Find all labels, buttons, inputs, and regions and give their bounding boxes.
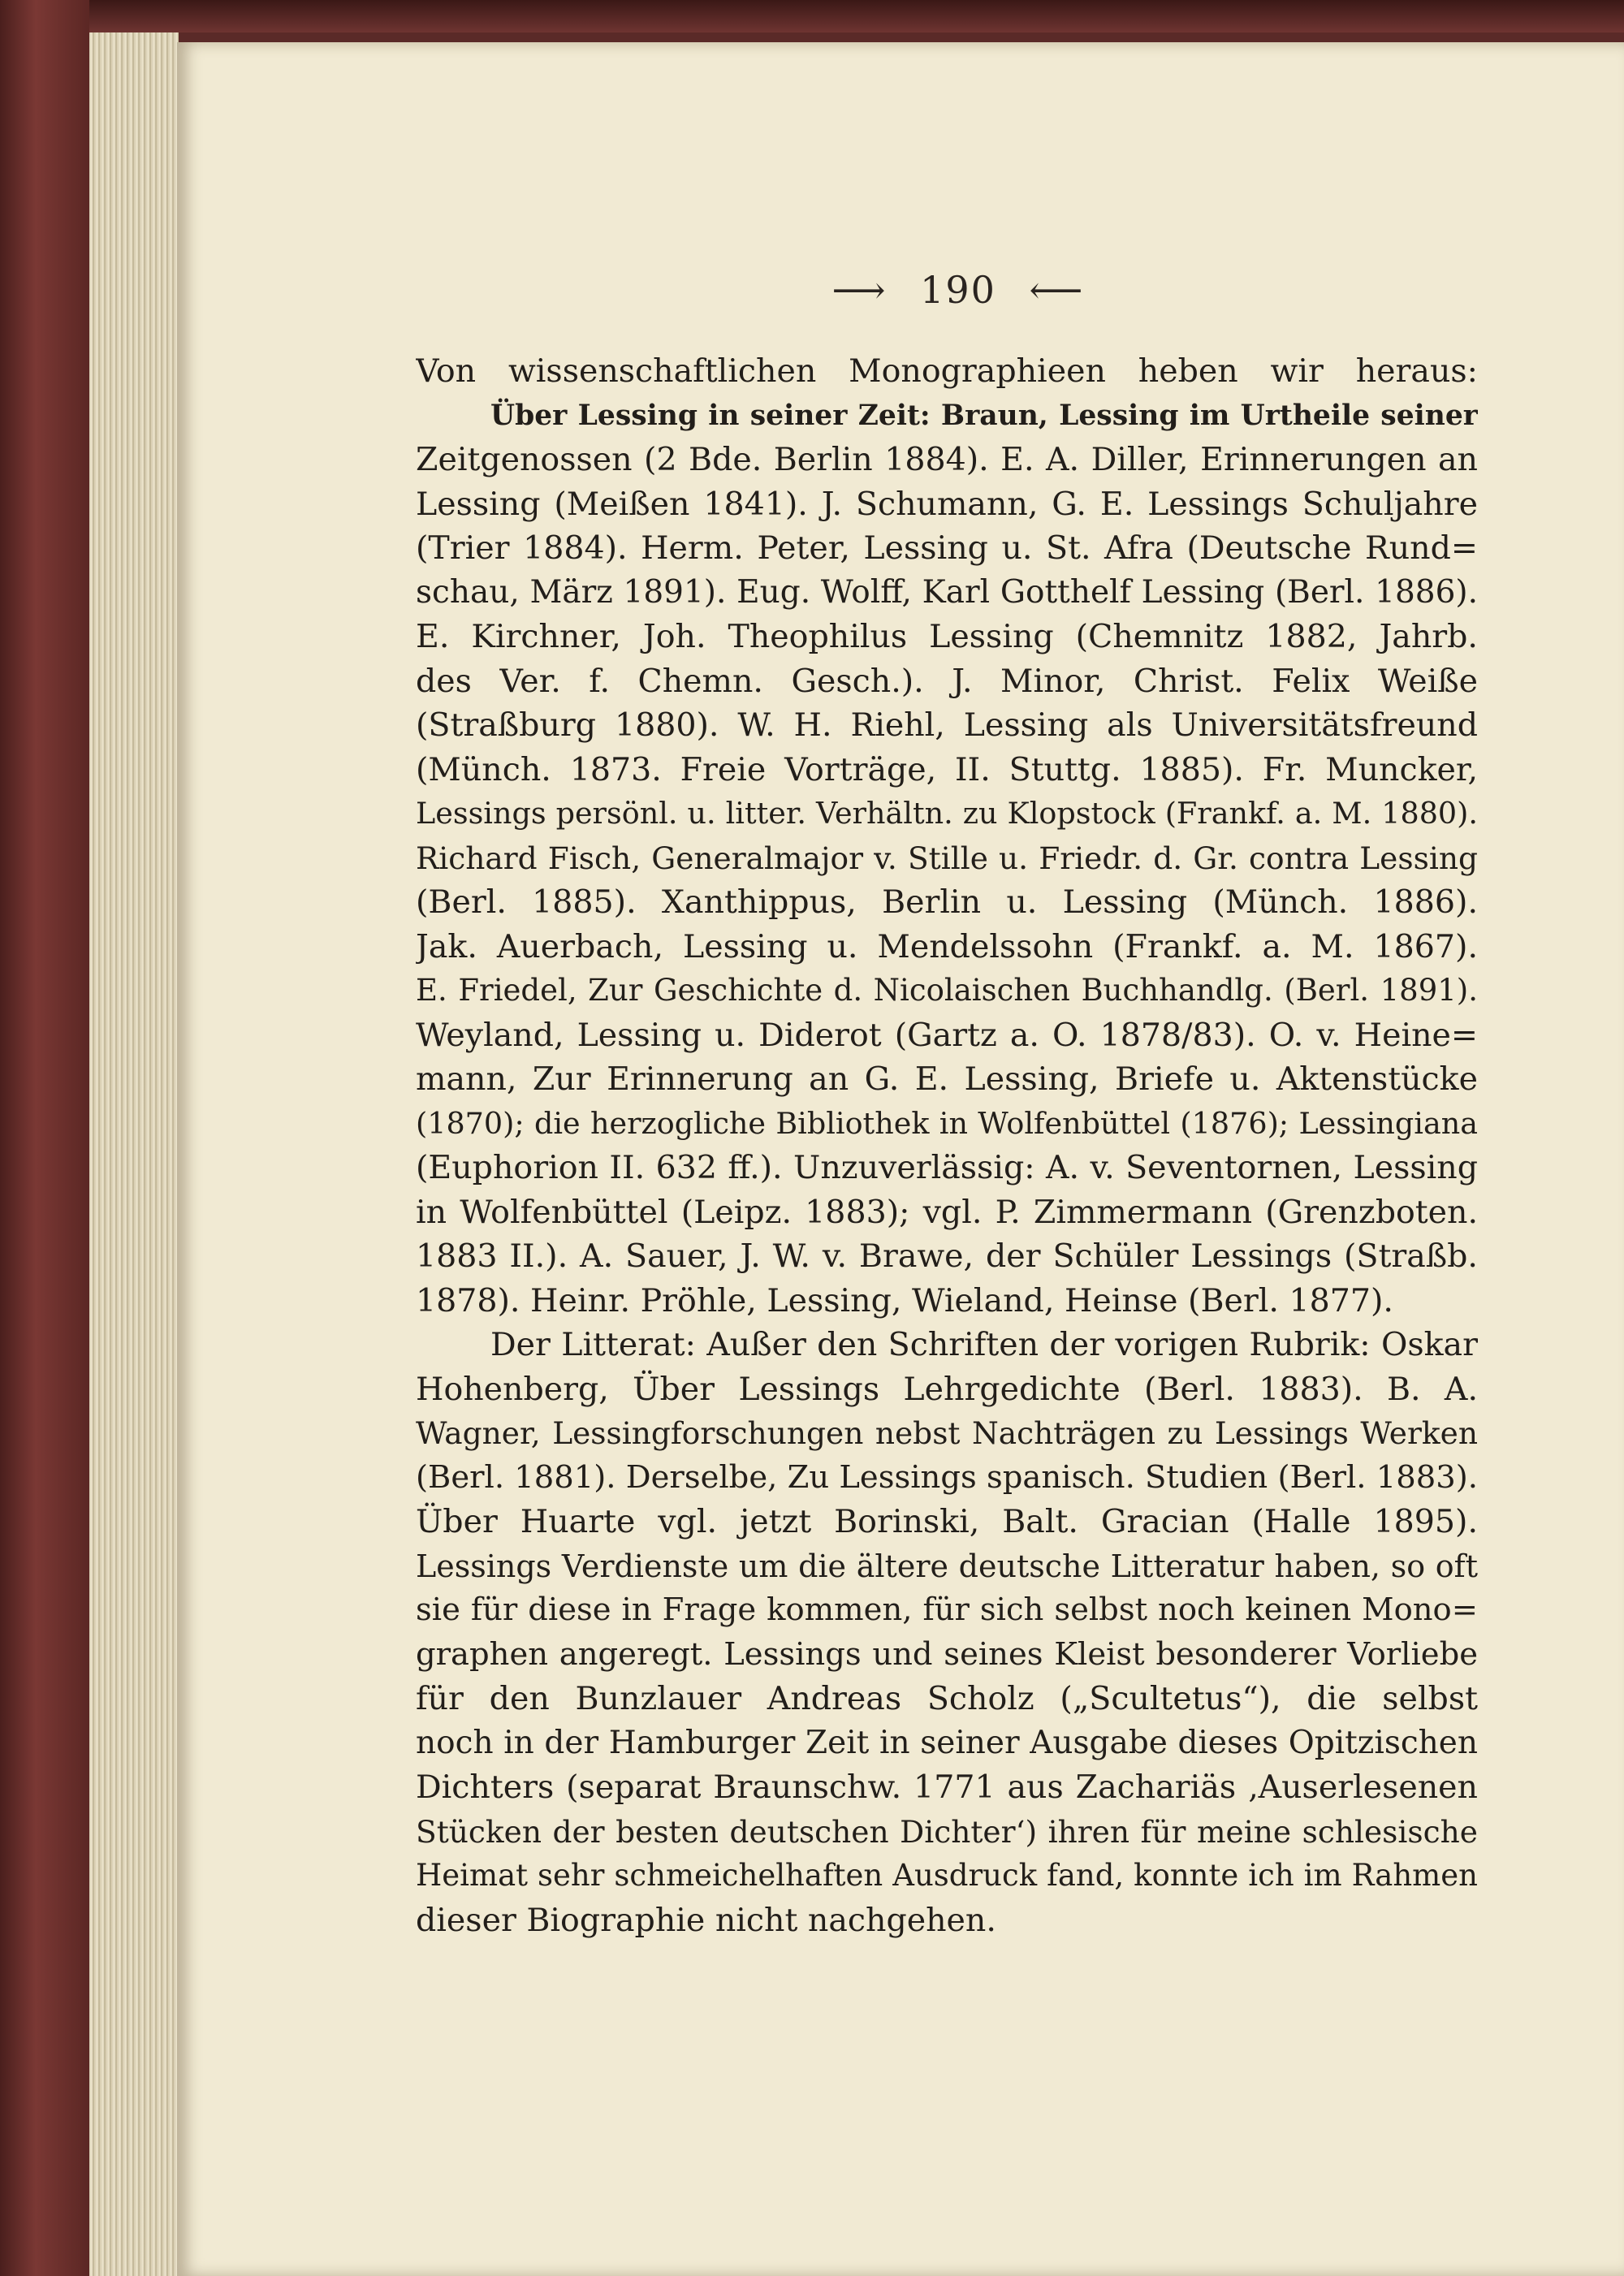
body-text [416,349,1478,1942]
text-line: schau, März 1891). Eug. Wolff, Karl Gotthelf Lessing (Berl. 1886). [416,573,1478,611]
text-line: Weyland, Lessing u. Diderot (Gartz a. O. 1878/83). O. v. Heine= [416,1016,1478,1054]
text-line: (Berl. 1881). Derselbe, Zu Lessings spanisch. Studien (Berl. 1883). [416,1458,1478,1496]
text-line: Über Lessing in seiner Zeit: Braun, Lessing im Urtheile seiner [490,399,1478,432]
text-line: des Ver. f. Chemn. Gesch.). J. Minor, Christ. Felix Weiße [416,662,1478,700]
page-number-left-ornament: ⟶ [831,268,888,312]
text-line: Hohenberg, Über Lessings Lehrgedichte (Berl. 1883). B. A. [416,1370,1478,1408]
text-line: Zeitgenossen (2 Bde. Berlin 1884). E. A. Diller, Erinnerungen an [416,441,1478,478]
text-line: (Euphorion II. 632 ff.). Unzuverlässig: A. v. Seventornen, Lessing [416,1149,1478,1186]
text-line: Von wissenschaftlichen Monographieen heben wir heraus: [416,352,1478,390]
text-line: 1883 II.). A. Sauer, J. W. v. Brawe, der Schüler Lessings (Straßb. [416,1237,1478,1275]
text-line: Lessings persönl. u. litter. Verhältn. zu Klopstock (Frankf. a. M. 1880). [416,796,1478,831]
text-line: (Trier 1884). Herm. Peter, Lessing u. St. Afra (Deutsche Rund= [416,529,1478,567]
text-line: E. Kirchner, Joh. Theophilus Lessing (Chemnitz 1882, Jahrb. [416,618,1478,655]
text-line: Richard Fisch, Generalmajor v. Stille u. Friedr. d. Gr. contra Lessing [416,840,1478,876]
book-cover-top [0,0,1624,32]
text-line: Wagner, Lessingforschungen nebst Nachträgen zu Lessings Werken [416,1415,1478,1451]
text-line: Lessing (Meißen 1841). J. Schumann, G. E. Lessings Schuljahre [416,485,1478,523]
book-cover-spine [0,0,89,2276]
text-line: in Wolfenbüttel (Leipz. 1883); vgl. P. Zimmermann (Grenzboten. [416,1193,1478,1231]
text-line: noch in der Hamburger Zeit in seiner Ausgabe dieses Opitzischen [416,1724,1478,1761]
page-number-right-ornament: ⟵ [1029,268,1085,312]
text-line: mann, Zur Erinnerung an G. E. Lessing, Briefe u. Aktenstücke [416,1060,1478,1098]
text-line: Lessings Verdienste um die ältere deutsche Litteratur haben, so oft [416,1548,1478,1584]
text-line: dieser Biographie nicht nachgehen. [416,1901,996,1939]
text-line: (Berl. 1885). Xanthippus, Berlin u. Lessing (Münch. 1886). [416,883,1478,921]
text-line: (Straßburg 1880). W. H. Riehl, Lessing als Universitätsfreund [416,706,1478,744]
text-line: 1878). Heinr. Pröhle, Lessing, Wieland, Heinse (Berl. 1877). [416,1281,1393,1319]
text-line: für den Bunzlauer Andreas Scholz („Scultetus“), die selbst [416,1680,1478,1717]
text-line: (1870); die herzogliche Bibliothek in Wolfenbüttel (1876); Lessingiana [416,1105,1478,1141]
page-edges [89,32,179,2276]
text-line: Über Huarte vgl. jetzt Borinski, Balt. Gracian (Halle 1895). [416,1503,1478,1540]
page-number [828,268,1088,312]
text-line: graphen angeregt. Lessings und seines Kleist besonderer Vorliebe [416,1635,1478,1673]
text-line: Der Litterat: Außer den Schriften der vorigen Rubrik: Oskar [490,1326,1478,1363]
text-line: sie für diese in Frage kommen, für sich selbst noch keinen Mono= [416,1591,1478,1628]
page-number-value: 190 [920,268,996,312]
text-line: Heimat sehr schmeichelhaften Ausdruck fand, konnte ich im Rahmen [416,1858,1478,1893]
text-line: Jak. Auerbach, Lessing u. Mendelssohn (Frankf. a. M. 1867). [416,927,1478,965]
text-line: Stücken der besten deutschen Dichter‘) ihren für meine schlesische [416,1813,1478,1850]
text-line: (Münch. 1873. Freie Vorträge, II. Stuttg. 1885). Fr. Muncker, [416,750,1478,788]
text-line: Dichters (separat Braunschw. 1771 aus Zachariäs ‚Auserlesenen [416,1769,1478,1806]
text-line: E. Friedel, Zur Geschichte d. Nicolaischen Buchhandlg. (Berl. 1891). [416,973,1478,1008]
